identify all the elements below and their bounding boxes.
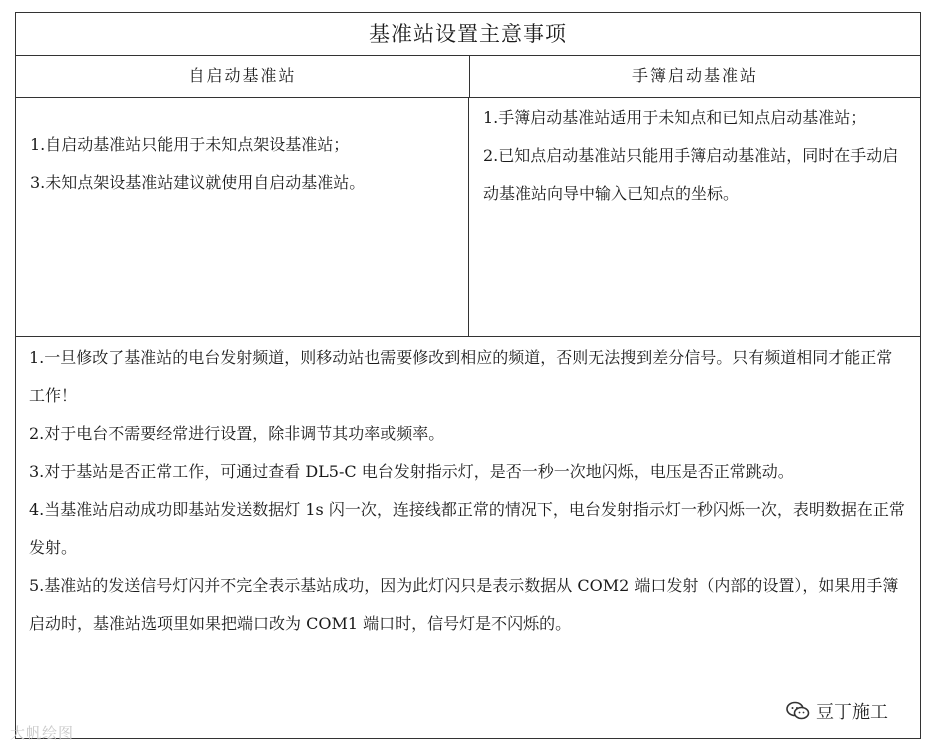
header-handheld-start: 手簿启动基准站 [470,55,920,98]
note-item: 3.对于基站是否正常工作，可通过查看 DL5-C 电台发射指示灯，是否一秒一次地闪烁，电压是否正常跳动。 [29,462,794,481]
watermark-right [782,696,894,726]
note-item: 1.一旦修改了基准站的电台发射频道，则移动站也需要修改到相应的频道，否则无法搜到差分信号。只有频道相同才能正常工作！ [29,348,893,405]
general-notes-cell [16,336,920,738]
note-item: 2.对于电台不需要经常进行设置，除非调节其功率或频率。 [29,424,445,443]
auto-start-cell [16,98,469,336]
handheld-start-cell [470,98,920,336]
list-item: 1.自启动基准站只能用于未知点架设基准站； [30,135,350,154]
notes-table [15,12,921,739]
note-item: 4.当基准站启动成功即基站发送数据灯 1s 闪一次，连接线都正常的情况下，电台发射指示灯一秒闪烁一次，表明数据在正常发射。 [29,500,905,557]
wechat-icon [786,701,810,721]
watermark-left: 大帆绘图 [10,724,75,742]
watermark-right-text: 豆丁施工 [816,702,888,723]
note-item: 5.基准站的发送信号灯闪并不完全表示基站成功，因为此灯闪只是表示数据从 COM2 端口发射（内部的设置），如果用手簿启动时，基准站选项里如果把端口改为 COM1 端口时，信号灯是不闪烁的。 [29,576,899,633]
list-item: 2.已知点启动基准站只能用手簿启动基准站，同时在手动启动基准站向导中输入已知点的坐标。 [483,146,899,203]
header-auto-start: 自启动基准站 [16,55,470,98]
list-item: 1.手簿启动基准站适用于未知点和已知点启动基准站； [483,108,867,127]
table-title: 基准站设置主意事项 [16,13,920,56]
list-item: 3.未知点架设基准站建议就使用自启动基准站。 [30,173,366,192]
